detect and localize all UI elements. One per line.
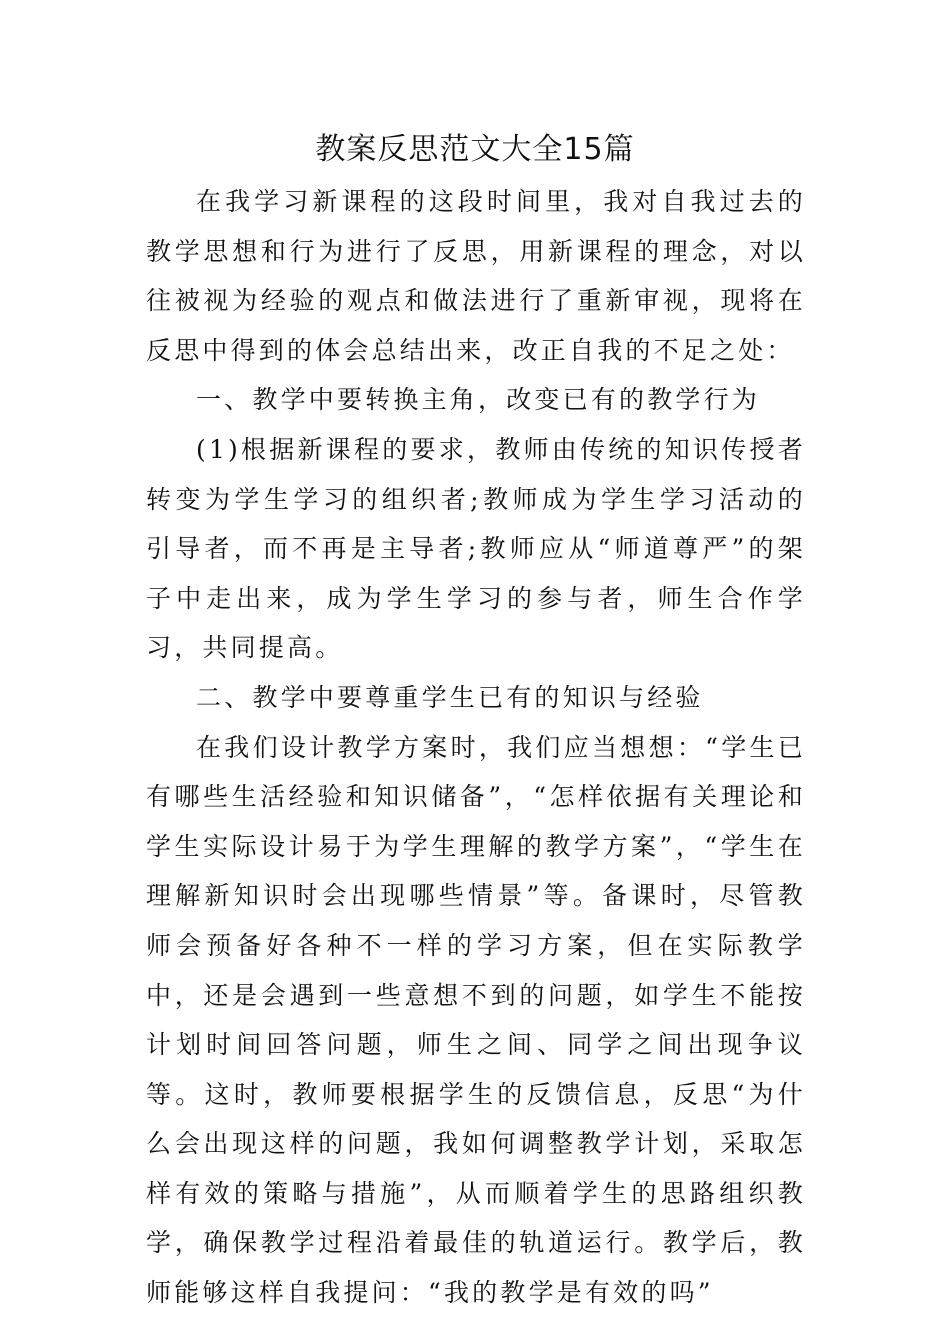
document-title: 教案反思范文大全15篇 bbox=[315, 132, 635, 167]
document-body bbox=[146, 177, 806, 1318]
section-heading-one: 一、教学中要转换主角，改变已有的教学行为 bbox=[196, 385, 761, 415]
section-heading-two: 二、教学中要尊重学生已有的知识与经验 bbox=[196, 682, 704, 712]
intro-paragraph: 在我学习新课程的这段时间里，我对自我过去的教学思想和行为进行了反思，用新课程的理念，对以往被视为经验的观点和做法进行了重新审视，现将在反思中得到的体会总结出来，改正自我的不足之处： bbox=[146, 187, 806, 365]
section-two-paragraph: 在我们设计教学方案时，我们应当想想：“学生已有哪些生活经验和知识储备”，“怎样依据有关理论和学生实际设计易于为学生理解的教学方案”，“学生在理解新知识时会出现哪些情景”等。备课时，尽管教师会预备好各种不一样的学习方案，但在实际教学中，还是会遇到一些意想不到的问题，如学生不能按计划时间回答问题，师生之间、同学之间出现争议等。这时，教师要根据学生的反馈信息，反思“为什么会出现这样的问题，我如何调整教学计划，采取怎样有效的策略与措施”，从而顺着学生的思路组织教学，确保教学过程沿着最佳的轨道运行。教学后，教师能够这样自我提问：“我的教学是有效的吗” bbox=[146, 732, 806, 1308]
section-one-paragraph: (1)根据新课程的要求，教师由传统的知识传授者转变为学生学习的组织者;教师成为学生学习活动的引导者，而不再是主导者;教师应从“师道尊严”的架子中走出来，成为学生学习的参与者，师生合作学习，共同提高。 bbox=[146, 434, 806, 663]
